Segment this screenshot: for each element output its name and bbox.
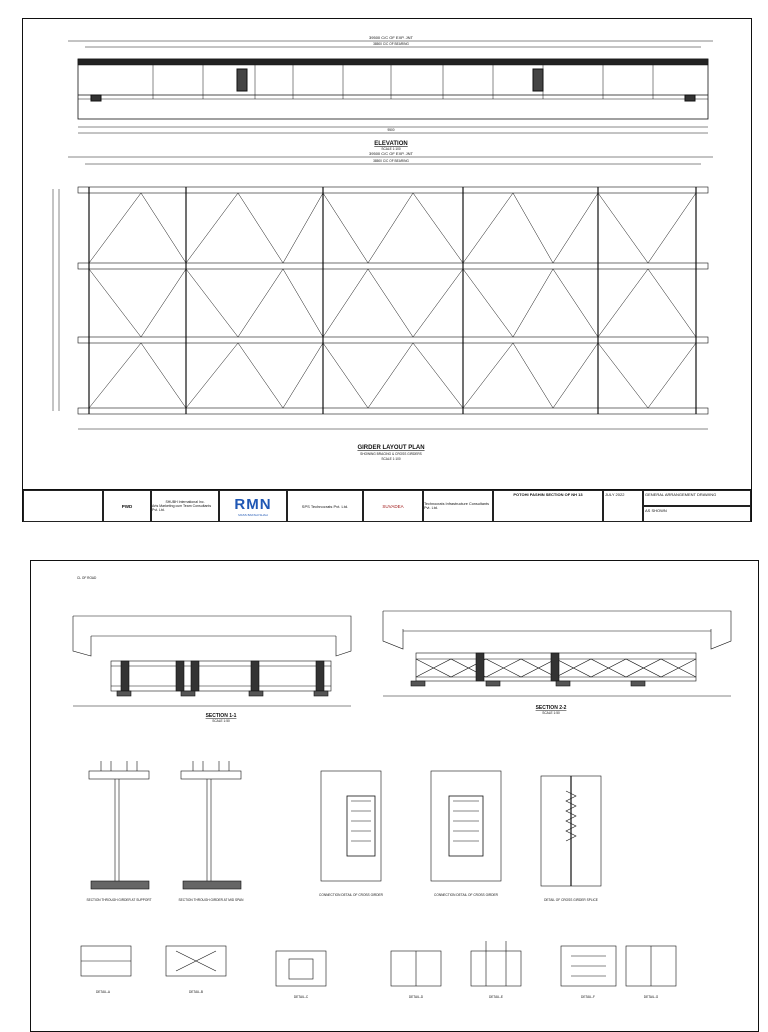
elevation-scale: SCALE 1:100	[381, 147, 401, 151]
rmn-logo	[219, 490, 287, 522]
client-logo-text: PWD	[121, 503, 133, 509]
bracing-member	[283, 193, 323, 263]
bracing-member	[283, 343, 323, 408]
small-detail-a: DETAIL-A	[95, 990, 111, 994]
elevation-overall-span: 39500 C/C OF EXP. JNT	[369, 35, 413, 40]
bracing-member	[598, 269, 648, 337]
detail-2	[181, 761, 241, 889]
bracing-member	[323, 193, 368, 263]
bracing-member	[238, 269, 283, 337]
rmn-logo-text: RMN	[234, 495, 272, 513]
detail-5	[541, 776, 601, 886]
bracing-member	[598, 343, 648, 408]
drawing-sheet-1	[22, 18, 752, 522]
bracing-member	[413, 269, 463, 337]
drawing-no-cell: AS SHOWN	[643, 506, 751, 522]
section-1-scale: SCALE 1:50	[212, 719, 230, 723]
detail-5-title: DETAIL OF CROSS GIRDER SPLICE	[544, 898, 598, 902]
bracing-member	[186, 193, 238, 263]
bracing-member	[323, 269, 368, 337]
consultant-3-name: SPS Technocrats Pvt. Ltd.	[301, 503, 349, 509]
small-detail-b: DETAIL-B	[188, 990, 204, 994]
plan-span-bearing: 38500 C/C OF BEARING	[373, 159, 409, 163]
plan-overall-span: 39500 C/C OF EXP. JNT	[369, 151, 413, 156]
bracing-member	[553, 193, 598, 263]
bracing-member	[368, 269, 413, 337]
consultant-1-logo	[151, 490, 219, 522]
small-detail-e: DETAIL-E	[488, 995, 504, 999]
bracing-member	[598, 193, 648, 263]
bracing-member	[141, 343, 186, 408]
bracing-member	[648, 269, 696, 337]
bracing-member	[413, 193, 463, 263]
detail-4	[431, 771, 501, 881]
bracing-member	[413, 343, 463, 408]
drawing-sheet-2	[30, 560, 759, 1032]
title-block	[23, 489, 751, 522]
bracing-member	[89, 269, 141, 337]
bracing-member	[238, 193, 283, 263]
bracing-member	[513, 343, 553, 408]
bracing-member	[553, 269, 598, 337]
detail-3	[321, 771, 381, 881]
consultant-1-name: SHUBH International Inc.	[165, 500, 205, 504]
rmn-logo-sub: MASS BAKSHI SHAH	[238, 512, 268, 517]
bracing-member	[648, 193, 696, 263]
bracing-member	[283, 269, 323, 337]
elevation-view	[68, 41, 713, 133]
small-detail-g: DETAIL-G	[643, 995, 659, 999]
girder-layout-plan	[53, 157, 713, 429]
bracing-member	[368, 193, 413, 263]
section-2-scale: SCALE 1:50	[542, 711, 560, 715]
plan-scale: SCALE 1:100	[381, 457, 401, 461]
consultant-5-name: Technocrats Infrastructure Consultants Pvt. Ltd.	[424, 502, 489, 510]
small-detail-c: DETAIL-C	[293, 995, 309, 999]
elevation-dim: 9500	[387, 128, 395, 132]
detail-3-title: CONNECTION DETAIL OF CROSS GIRDER	[319, 893, 383, 897]
bracing-member	[186, 343, 238, 408]
detail-4-title: CONNECTION DETAIL OF CROSS GIRDER	[434, 893, 498, 897]
bracing-member	[141, 269, 186, 337]
plan-subtitle: SHOWING BRACING & CROSS GIRDERS	[360, 452, 422, 456]
bracing-member	[368, 343, 413, 408]
consultant-1b-name: Arts Marketing cum Team Consultants Pvt. Ltd.	[152, 504, 212, 512]
bracing-member	[463, 343, 513, 408]
sheet-2-drawing	[31, 561, 758, 1031]
bracing-member	[141, 193, 186, 263]
section-1-title: SECTION 1-1	[205, 713, 237, 719]
consultant-3-logo	[287, 490, 363, 522]
bracing-member	[463, 193, 513, 263]
elevation-span-bearing: 38500 C/C OF BEARING	[373, 42, 409, 46]
bracing-member	[186, 269, 238, 337]
bracing-member	[323, 343, 368, 408]
bracing-member	[648, 343, 696, 408]
section-1-1	[73, 616, 351, 706]
section-2-title: SECTION 2-2	[535, 705, 567, 711]
bracing-member	[553, 343, 598, 408]
detail-1	[89, 761, 149, 889]
detail-1-title: SECTION THROUGH GIRDER AT SUPPORT	[86, 898, 152, 902]
bracing-member	[238, 343, 283, 408]
road-centerline-label: CL OF ROAD	[77, 576, 97, 580]
client-logo	[103, 490, 151, 522]
date-cell: JULY 2022	[603, 490, 643, 522]
drawing-title-cell: GENERAL ARRANGEMENT DRAWING	[643, 490, 751, 506]
bracing-member	[463, 269, 513, 337]
bracing-member	[513, 269, 553, 337]
elevation-title: ELEVATION	[374, 141, 408, 147]
consultant-4-name: SUVADEA	[382, 503, 404, 509]
small-detail-f: DETAIL-F	[581, 995, 595, 999]
consultant-5-logo	[423, 490, 493, 522]
bracing-member	[89, 343, 141, 408]
plan-title: GIRDER LAYOUT PLAN	[357, 445, 425, 451]
project-title: POTOHI PASHIN SECTION OF NH 13	[493, 490, 603, 522]
detail-2-title: SECTION THROUGH GIRDER AT MID SPAN	[178, 898, 244, 902]
section-2-2	[383, 611, 731, 696]
consultant-4-logo	[363, 490, 423, 522]
small-details	[81, 941, 676, 986]
revision-table	[23, 490, 103, 522]
sheet-1-drawing	[23, 19, 751, 521]
small-detail-d: DETAIL-D	[408, 995, 424, 999]
bracing-member	[89, 193, 141, 263]
bracing-member	[513, 193, 553, 263]
